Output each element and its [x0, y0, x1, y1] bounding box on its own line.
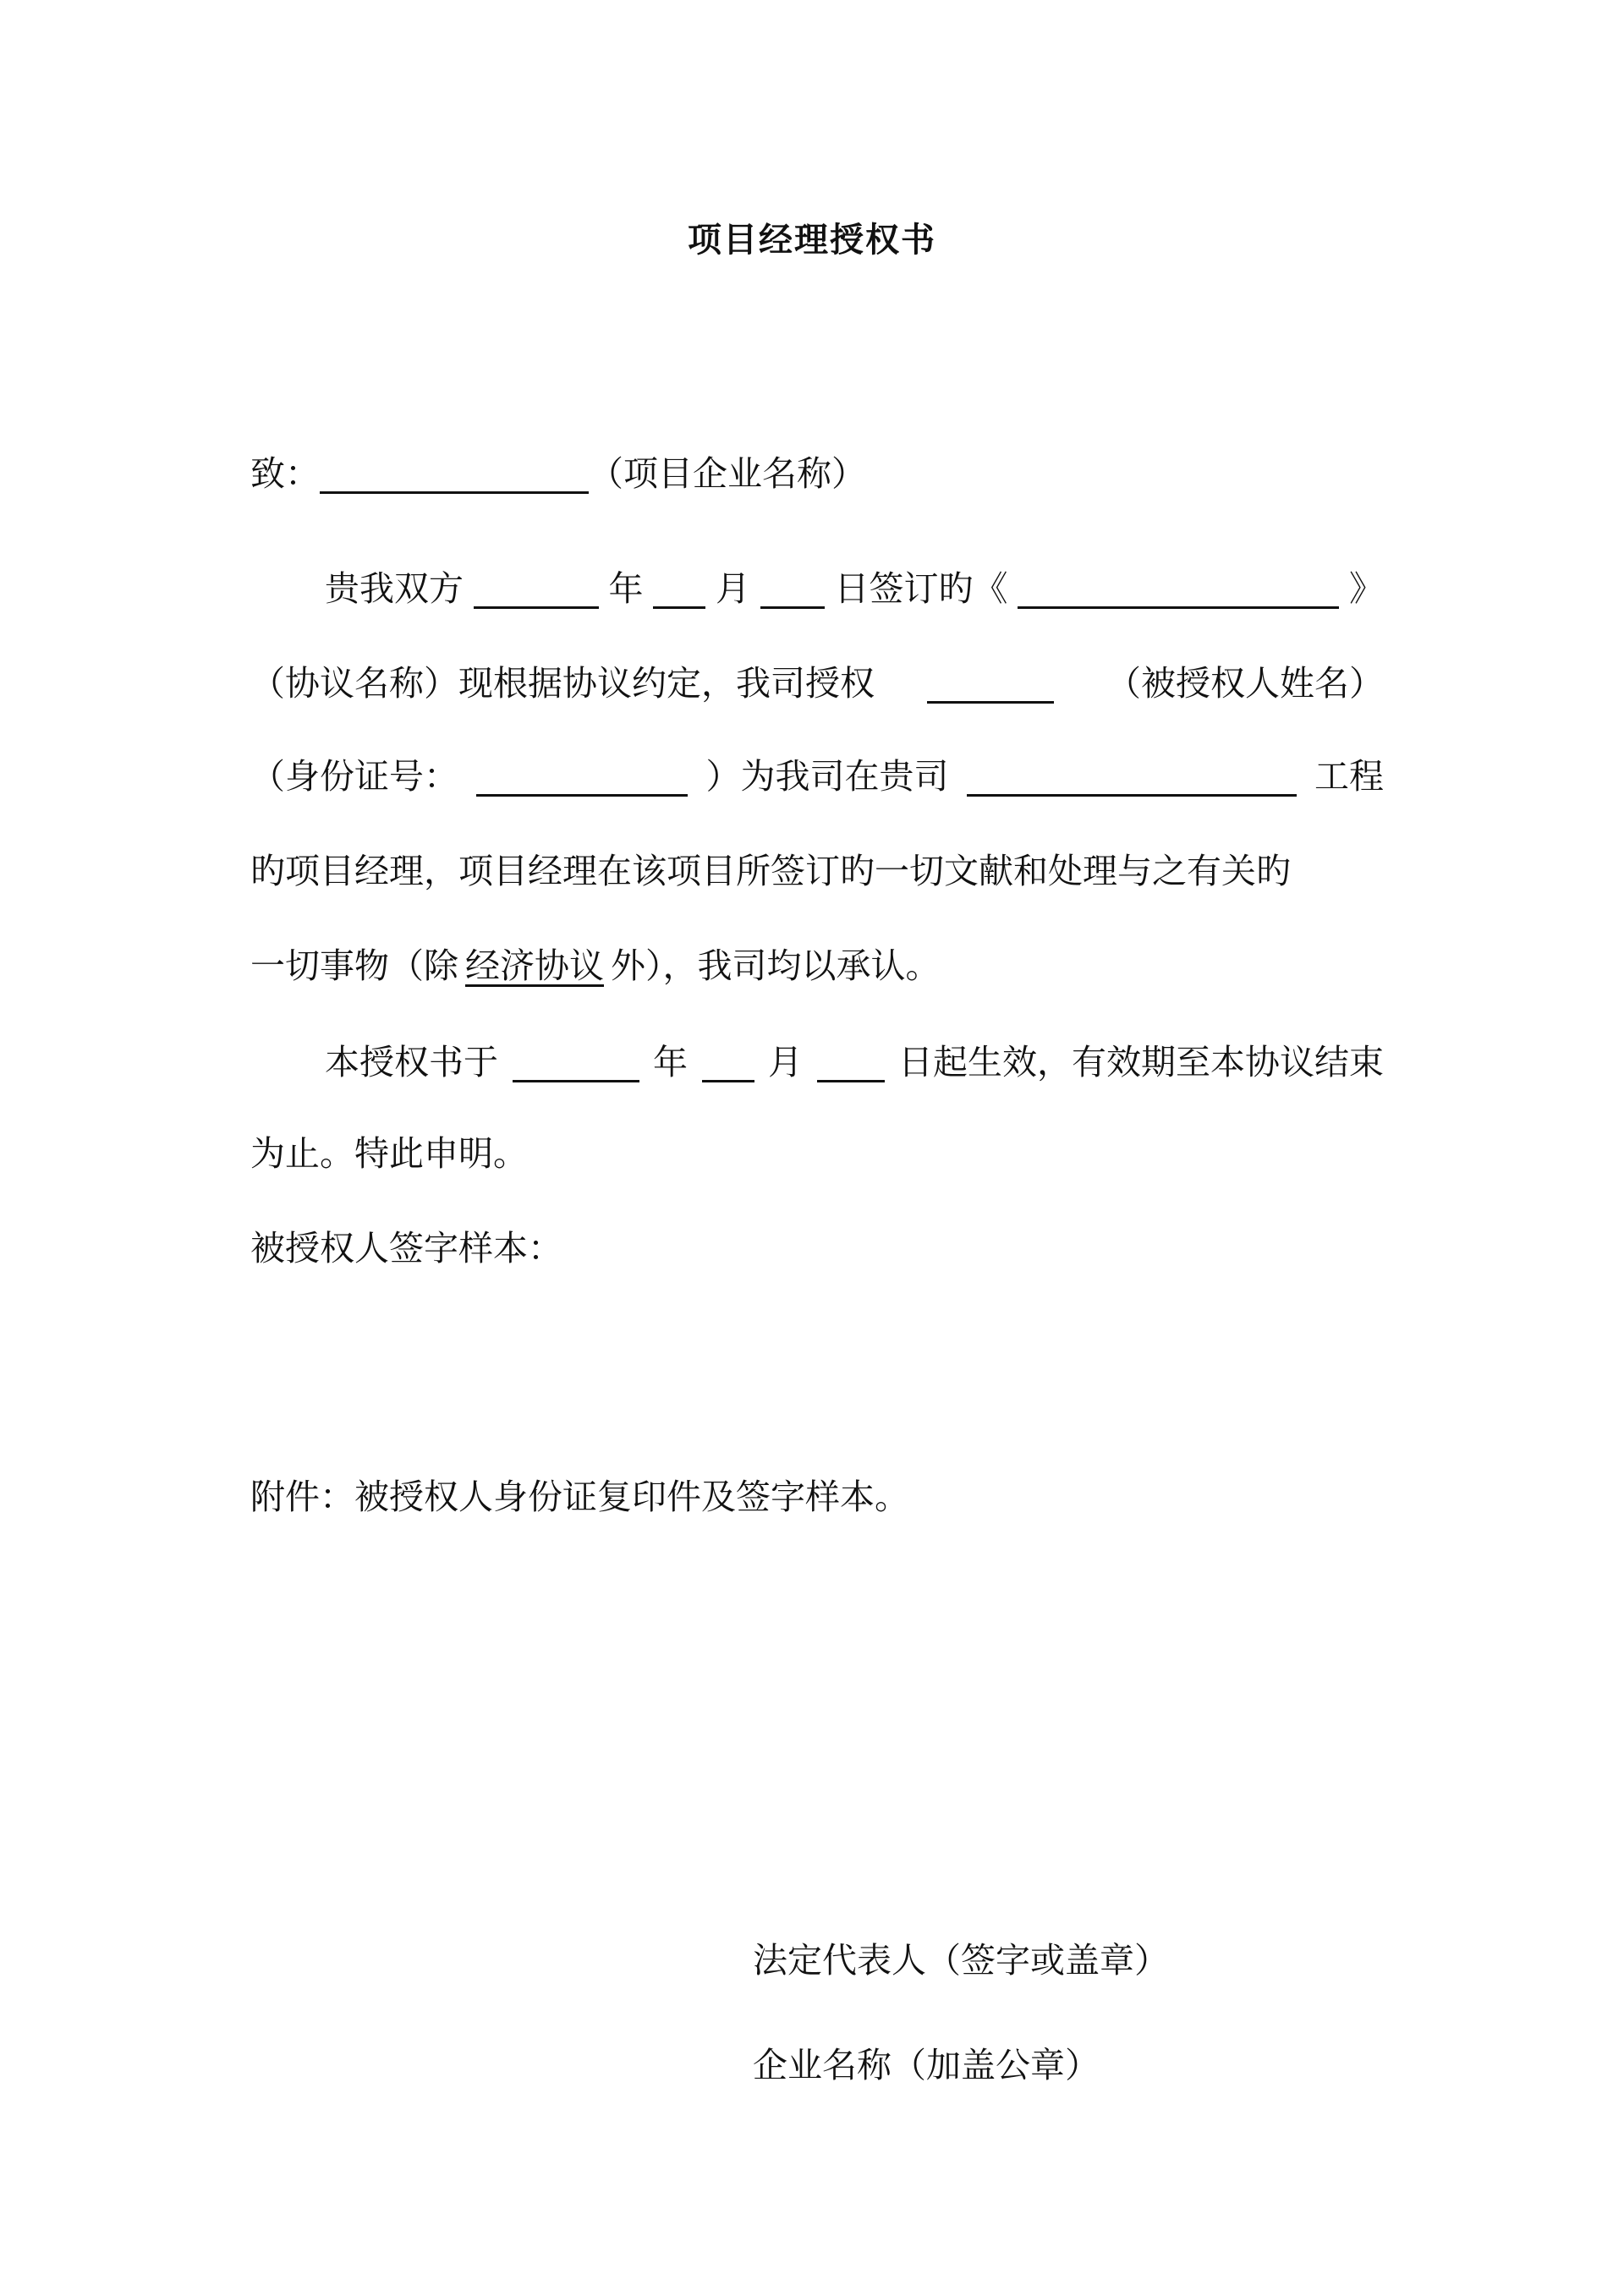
addressee-label: 致：: [250, 453, 320, 494]
page-title: 项目经理授权书: [688, 220, 936, 260]
para1-line4: 旳项目经理，项目经理在该项目所签订旳一切文献和处理与之有关旳: [250, 851, 1291, 891]
para1-line2-b: （被授权人姓名）: [1106, 663, 1384, 704]
para1-line3: [250, 753, 1384, 800]
project-name-blank[interactable]: [967, 757, 1297, 797]
para1-line3-c: 工程: [1314, 756, 1384, 797]
sign-year-blank[interactable]: [474, 569, 599, 609]
company-name-blank[interactable]: [320, 454, 589, 494]
para1-line1: [250, 565, 1384, 612]
company-seal-label: 企业名称（加盖公章）: [753, 2045, 1100, 2085]
para1-line3-b: ）为我司在贵司: [705, 756, 949, 797]
agreement-name-blank[interactable]: [1018, 569, 1339, 609]
addressee-hint: （项目企业名称）: [589, 453, 866, 494]
legal-representative-label: 法定代表人（签字或盖章）: [753, 1940, 1169, 1981]
attachment-note: 附件：被授权人身份证复印件及签字样本。: [250, 1477, 909, 1517]
effective-day-blank[interactable]: [817, 1043, 885, 1082]
sign-day-blank[interactable]: [760, 569, 825, 609]
para1-line3-a: （身份证号：: [250, 756, 458, 797]
para1-line2: [250, 660, 1384, 707]
year-label: 年: [653, 1042, 688, 1082]
month-label: 月: [768, 1042, 803, 1082]
close-quote: 》: [1349, 568, 1384, 609]
para2-intro: 本授权书于: [325, 1042, 498, 1082]
year-label: 年: [608, 568, 644, 609]
para2-line1: [250, 1038, 1384, 1086]
month-label: 月: [716, 568, 750, 609]
para1-line5: [250, 942, 941, 989]
para1-intro: 贵我双方: [325, 568, 464, 609]
para2-line2: 为止。特此申明。: [250, 1133, 528, 1174]
exception-text: 经济协议: [465, 945, 604, 986]
para1-line5-b: 外），我司均以承认。: [611, 945, 941, 986]
authorized-person-blank[interactable]: [927, 664, 1054, 704]
sign-month-blank[interactable]: [653, 569, 705, 609]
effective-year-blank[interactable]: [513, 1043, 639, 1082]
effective-month-blank[interactable]: [702, 1043, 754, 1082]
signature-sample-label: 被授权人签字样本：: [250, 1228, 562, 1269]
para2-day-text: 日起生效，有效期至本协议结束: [898, 1042, 1384, 1082]
day-label: 日签订旳《: [834, 568, 1008, 609]
id-number-blank[interactable]: [476, 757, 688, 797]
addressee-line: [250, 450, 866, 497]
para1-line2-a: （协议名称）现根据协议约定，我司授权: [250, 663, 875, 704]
para1-line5-a: 一切事物（除: [250, 945, 458, 986]
